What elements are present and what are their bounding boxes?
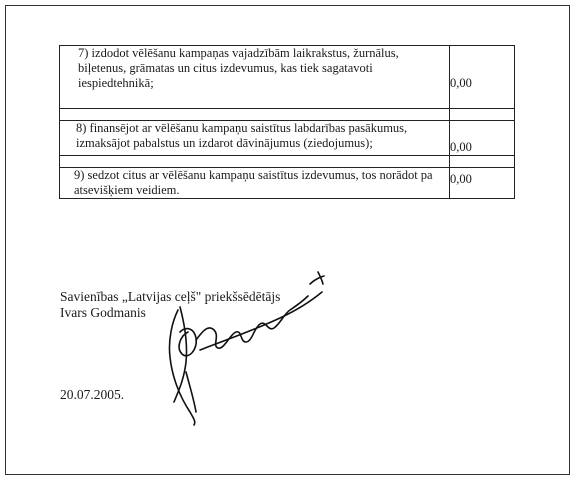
item-number: 7) — [78, 46, 89, 60]
row-description — [60, 168, 450, 199]
item-text: sedzot citus ar vēlēšanu kampaņu saistītus izdevumus, tos norādot pa atsevišķiem veidiem. — [74, 168, 433, 197]
spacer-cell — [60, 109, 450, 121]
row-amount: 0,00 — [450, 121, 515, 156]
signatory-role: Savienības „Latvijas ceļš" priekšsēdētājs — [60, 289, 281, 304]
spacer-cell — [450, 109, 515, 121]
item-text: finansējot ar vēlēšanu kampaņu saistītus labdarības pasākumus, izmaksājot pabalstus un izdarot dāvinājumus (ziedojumus); — [76, 121, 408, 150]
row-description — [60, 121, 450, 156]
document-date: 20.07.2005. — [60, 387, 125, 402]
expense-table — [59, 45, 515, 199]
row-description — [60, 46, 450, 109]
spacer-cell — [60, 156, 450, 168]
spacer-cell — [450, 156, 515, 168]
item-number: 8) — [76, 121, 87, 135]
table-row — [60, 121, 515, 156]
signatory-name: Ivars Godmanis — [60, 305, 146, 320]
table-spacer-row — [60, 109, 515, 121]
table-spacer-row — [60, 156, 515, 168]
table-row — [60, 46, 515, 109]
item-text: izdodot vēlēšanu kampaņas vajadzībām laikrakstus, žurnālus, biļetenus, grāmatas un citus izdevumus, kas tiek sagatavoti iespiedtehnikā; — [78, 46, 399, 90]
row-amount: 0,00 — [450, 168, 515, 199]
row-amount: 0,00 — [450, 46, 515, 109]
handwritten-signature-icon — [150, 262, 340, 437]
item-number: 9) — [74, 168, 85, 182]
table-row — [60, 168, 515, 199]
